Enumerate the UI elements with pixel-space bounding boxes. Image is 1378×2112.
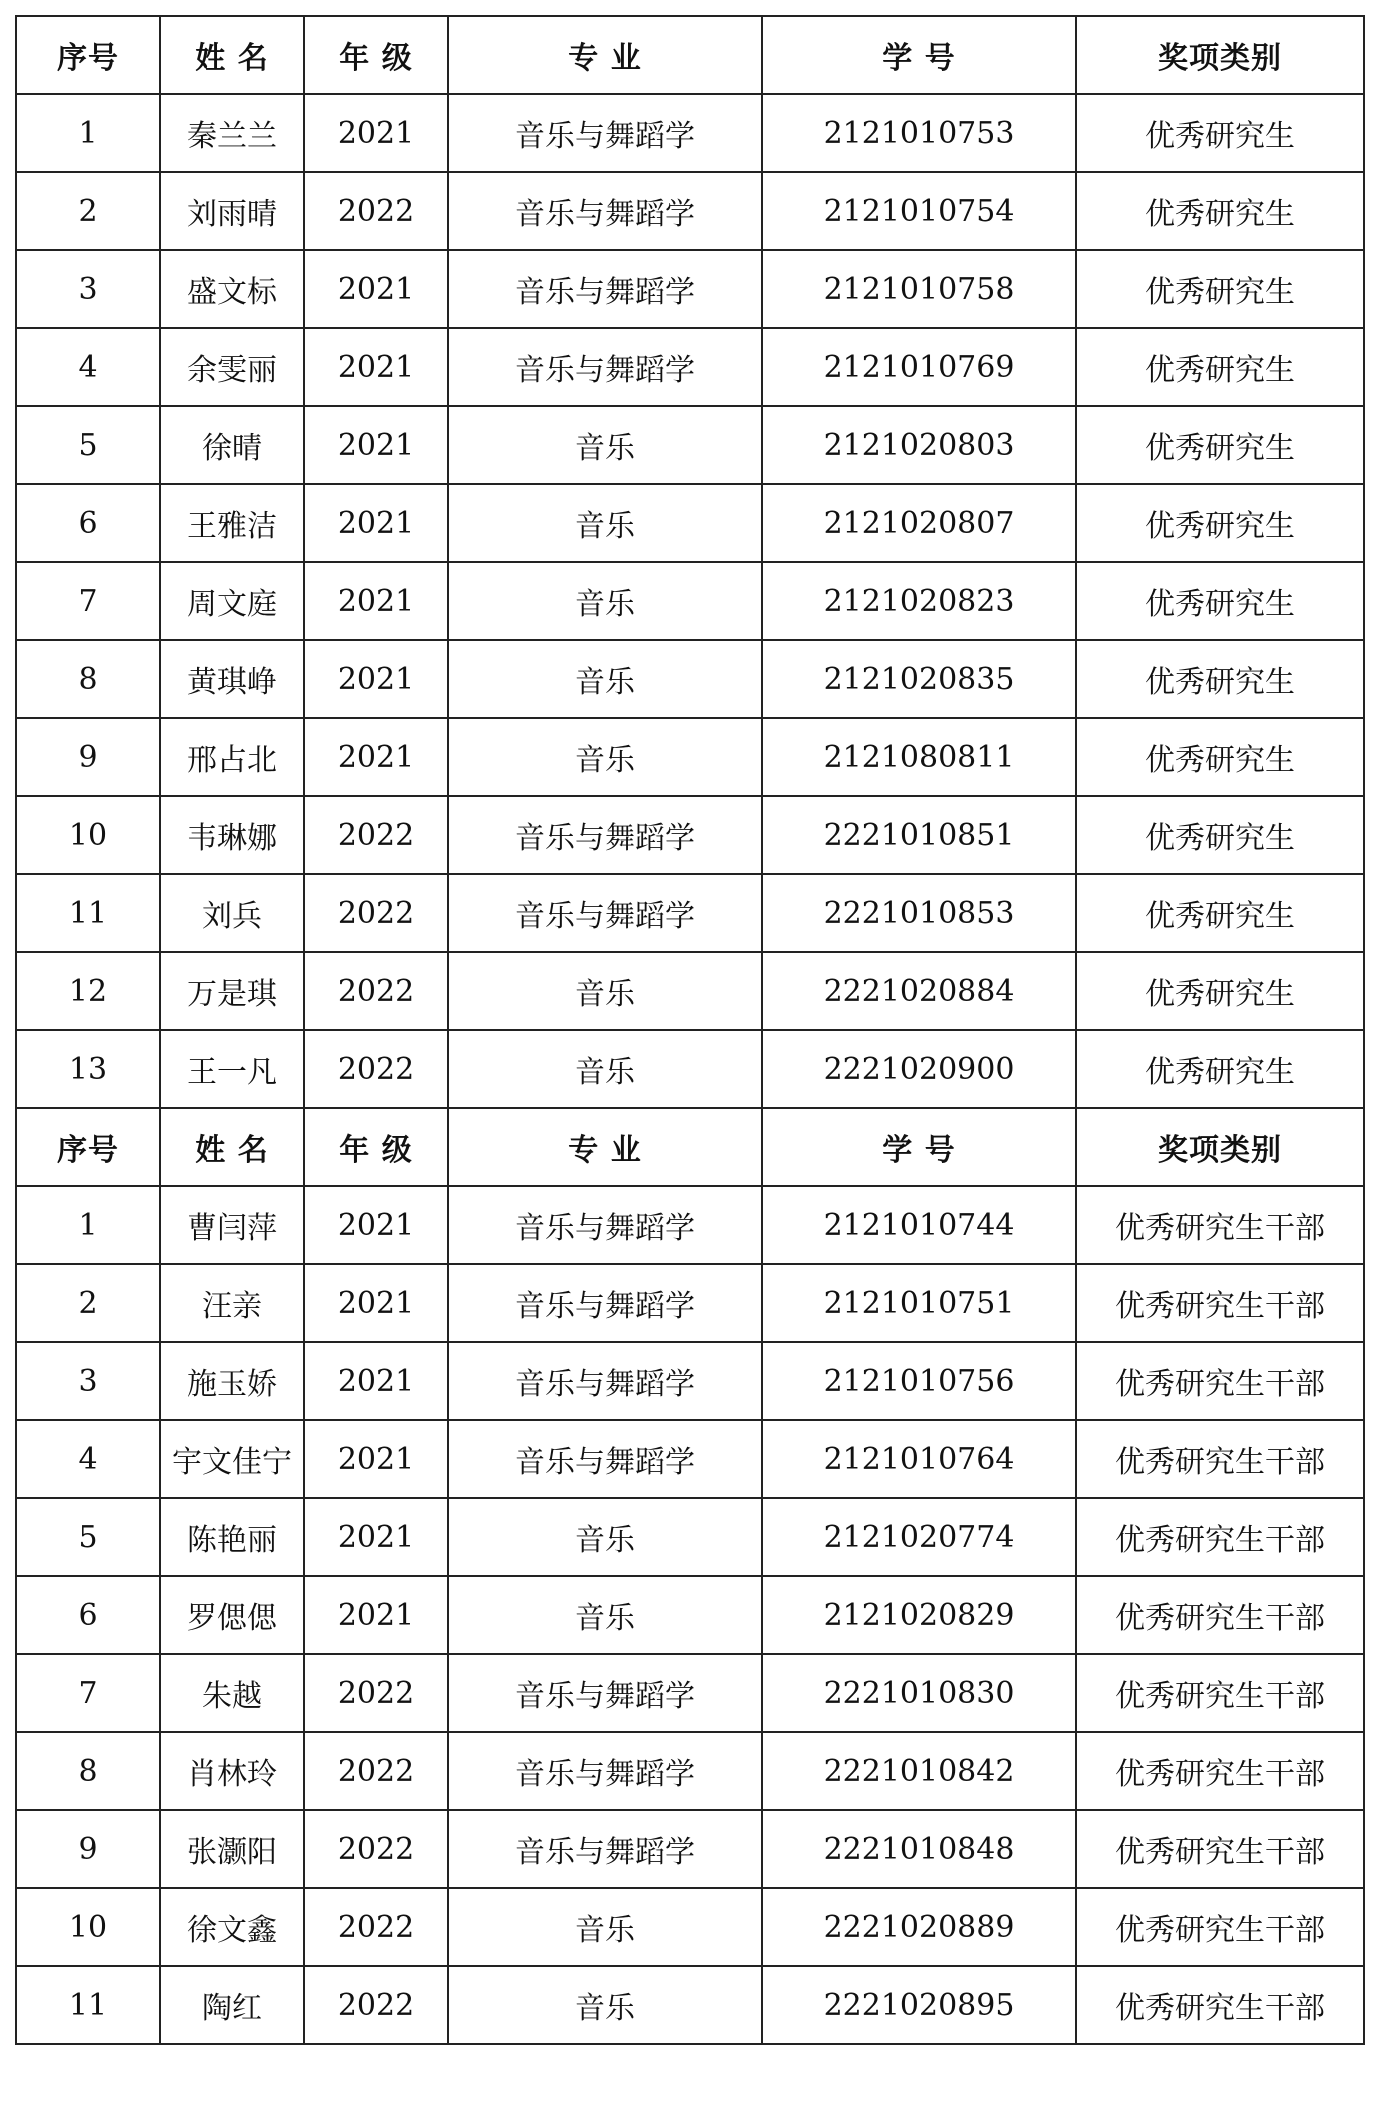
grade-cell: 2022 <box>304 796 448 874</box>
serial-cell: 2 <box>16 172 160 250</box>
serial-cell: 10 <box>16 1888 160 1966</box>
name-cell: 邢占北 <box>160 718 304 796</box>
grade-cell: 2021 <box>304 406 448 484</box>
table-row <box>16 1888 1364 1966</box>
serial-cell: 9 <box>16 718 160 796</box>
major-cell: 音乐 <box>448 406 762 484</box>
student-id-cell: 2121010764 <box>762 1420 1076 1498</box>
name-cell: 徐晴 <box>160 406 304 484</box>
student-id-cell: 2121010769 <box>762 328 1076 406</box>
award-type-cell: 优秀研究生干部 <box>1076 1342 1364 1420</box>
grade-cell: 2021 <box>304 94 448 172</box>
name-cell: 张灏阳 <box>160 1810 304 1888</box>
table-row <box>16 640 1364 718</box>
table-row <box>16 250 1364 328</box>
table-row <box>16 718 1364 796</box>
major-cell: 音乐与舞蹈学 <box>448 1420 762 1498</box>
student-id-cell: 2121010756 <box>762 1342 1076 1420</box>
name-cell: 罗偲偲 <box>160 1576 304 1654</box>
major-cell: 音乐与舞蹈学 <box>448 1186 762 1264</box>
student-id-cell: 2121020803 <box>762 406 1076 484</box>
student-id-cell: 2121020835 <box>762 640 1076 718</box>
serial-cell: 4 <box>16 1420 160 1498</box>
table-row <box>16 1420 1364 1498</box>
name-cell: 施玉娇 <box>160 1342 304 1420</box>
name-cell: 万是琪 <box>160 952 304 1030</box>
major-cell: 音乐与舞蹈学 <box>448 172 762 250</box>
table-row <box>16 172 1364 250</box>
table-row <box>16 1810 1364 1888</box>
grade-cell: 2021 <box>304 484 448 562</box>
serial-cell: 9 <box>16 1810 160 1888</box>
serial-cell: 10 <box>16 796 160 874</box>
grade-cell: 2022 <box>304 1654 448 1732</box>
table-row <box>16 1342 1364 1420</box>
name-cell: 盛文标 <box>160 250 304 328</box>
major-cell: 音乐与舞蹈学 <box>448 328 762 406</box>
award-type-cell: 优秀研究生 <box>1076 562 1364 640</box>
major-header: 专 业 <box>448 1108 762 1186</box>
serial-cell: 5 <box>16 406 160 484</box>
award-type-cell: 优秀研究生干部 <box>1076 1732 1364 1810</box>
major-cell: 音乐与舞蹈学 <box>448 1732 762 1810</box>
student-id-cell: 2221010830 <box>762 1654 1076 1732</box>
serial-cell: 8 <box>16 1732 160 1810</box>
student-id-cell: 2221010842 <box>762 1732 1076 1810</box>
grade-cell: 2021 <box>304 718 448 796</box>
award-type-cell: 优秀研究生干部 <box>1076 1888 1364 1966</box>
award-list-sheet <box>15 15 1363 2045</box>
name-cell: 曹闫萍 <box>160 1186 304 1264</box>
student-id-cell: 2221010848 <box>762 1810 1076 1888</box>
grade-header: 年 级 <box>304 1108 448 1186</box>
serial-cell: 13 <box>16 1030 160 1108</box>
award-type-cell: 优秀研究生干部 <box>1076 1498 1364 1576</box>
name-cell: 汪亲 <box>160 1264 304 1342</box>
student-id-header: 学 号 <box>762 1108 1076 1186</box>
table-row <box>16 1732 1364 1810</box>
major-cell: 音乐 <box>448 952 762 1030</box>
serial-cell: 12 <box>16 952 160 1030</box>
grade-cell: 2022 <box>304 172 448 250</box>
header-row <box>16 1108 1364 1186</box>
table-row <box>16 1186 1364 1264</box>
grade-cell: 2021 <box>304 1342 448 1420</box>
major-cell: 音乐 <box>448 484 762 562</box>
header-row <box>16 16 1364 94</box>
award-type-cell: 优秀研究生 <box>1076 250 1364 328</box>
major-header: 专 业 <box>448 16 762 94</box>
major-cell: 音乐 <box>448 1498 762 1576</box>
table-row <box>16 952 1364 1030</box>
award-table <box>15 15 1365 2045</box>
name-cell: 陶红 <box>160 1966 304 2044</box>
grade-cell: 2022 <box>304 1966 448 2044</box>
serial-cell: 3 <box>16 1342 160 1420</box>
grade-cell: 2021 <box>304 1576 448 1654</box>
grade-cell: 2021 <box>304 562 448 640</box>
serial-cell: 5 <box>16 1498 160 1576</box>
award-type-cell: 优秀研究生 <box>1076 328 1364 406</box>
student-id-cell: 2221020900 <box>762 1030 1076 1108</box>
major-cell: 音乐与舞蹈学 <box>448 250 762 328</box>
serial-cell: 11 <box>16 874 160 952</box>
major-cell: 音乐 <box>448 640 762 718</box>
grade-cell: 2021 <box>304 1498 448 1576</box>
table-row <box>16 796 1364 874</box>
name-cell: 黄琪峥 <box>160 640 304 718</box>
grade-cell: 2022 <box>304 874 448 952</box>
major-cell: 音乐 <box>448 1966 762 2044</box>
student-id-cell: 2221020895 <box>762 1966 1076 2044</box>
name-cell: 朱越 <box>160 1654 304 1732</box>
student-id-cell: 2121020829 <box>762 1576 1076 1654</box>
award-type-cell: 优秀研究生 <box>1076 94 1364 172</box>
major-cell: 音乐与舞蹈学 <box>448 1264 762 1342</box>
serial-cell: 7 <box>16 562 160 640</box>
grade-cell: 2022 <box>304 1030 448 1108</box>
award-type-cell: 优秀研究生干部 <box>1076 1420 1364 1498</box>
name-header: 姓 名 <box>160 1108 304 1186</box>
student-id-cell: 2221020889 <box>762 1888 1076 1966</box>
major-cell: 音乐与舞蹈学 <box>448 874 762 952</box>
grade-cell: 2022 <box>304 952 448 1030</box>
grade-cell: 2021 <box>304 1420 448 1498</box>
name-cell: 余雯丽 <box>160 328 304 406</box>
grade-cell: 2021 <box>304 328 448 406</box>
name-cell: 韦琳娜 <box>160 796 304 874</box>
award-type-cell: 优秀研究生 <box>1076 952 1364 1030</box>
award-type-cell: 优秀研究生 <box>1076 718 1364 796</box>
serial-header: 序号 <box>16 1108 160 1186</box>
student-id-cell: 2121010758 <box>762 250 1076 328</box>
student-id-header: 学 号 <box>762 16 1076 94</box>
award-type-cell: 优秀研究生 <box>1076 640 1364 718</box>
student-id-cell: 2121020823 <box>762 562 1076 640</box>
serial-cell: 4 <box>16 328 160 406</box>
name-cell: 宇文佳宁 <box>160 1420 304 1498</box>
serial-cell: 11 <box>16 1966 160 2044</box>
name-cell: 刘兵 <box>160 874 304 952</box>
student-id-cell: 2121010754 <box>762 172 1076 250</box>
award-type-cell: 优秀研究生干部 <box>1076 1966 1364 2044</box>
serial-cell: 6 <box>16 484 160 562</box>
student-id-cell: 2121010744 <box>762 1186 1076 1264</box>
grade-cell: 2021 <box>304 1264 448 1342</box>
table-row <box>16 1030 1364 1108</box>
grade-cell: 2021 <box>304 640 448 718</box>
table-row <box>16 1498 1364 1576</box>
major-cell: 音乐 <box>448 1576 762 1654</box>
major-cell: 音乐与舞蹈学 <box>448 1810 762 1888</box>
major-cell: 音乐与舞蹈学 <box>448 1342 762 1420</box>
serial-cell: 7 <box>16 1654 160 1732</box>
name-cell: 王一凡 <box>160 1030 304 1108</box>
name-cell: 陈艳丽 <box>160 1498 304 1576</box>
student-id-cell: 2121020774 <box>762 1498 1076 1576</box>
table-row <box>16 874 1364 952</box>
name-header: 姓 名 <box>160 16 304 94</box>
award-type-cell: 优秀研究生干部 <box>1076 1576 1364 1654</box>
award-type-header: 奖项类别 <box>1076 1108 1364 1186</box>
major-cell: 音乐 <box>448 562 762 640</box>
table-row <box>16 1264 1364 1342</box>
award-type-header: 奖项类别 <box>1076 16 1364 94</box>
award-type-cell: 优秀研究生干部 <box>1076 1186 1364 1264</box>
grade-cell: 2022 <box>304 1732 448 1810</box>
student-id-cell: 2121020807 <box>762 484 1076 562</box>
name-cell: 王雅洁 <box>160 484 304 562</box>
table-row <box>16 328 1364 406</box>
major-cell: 音乐 <box>448 718 762 796</box>
award-type-cell: 优秀研究生干部 <box>1076 1264 1364 1342</box>
name-cell: 肖林玲 <box>160 1732 304 1810</box>
serial-header: 序号 <box>16 16 160 94</box>
name-cell: 周文庭 <box>160 562 304 640</box>
serial-cell: 1 <box>16 94 160 172</box>
student-id-cell: 2121080811 <box>762 718 1076 796</box>
table-row <box>16 406 1364 484</box>
student-id-cell: 2221020884 <box>762 952 1076 1030</box>
award-type-cell: 优秀研究生 <box>1076 406 1364 484</box>
name-cell: 徐文鑫 <box>160 1888 304 1966</box>
table-row <box>16 1576 1364 1654</box>
award-table-body <box>16 16 1364 2044</box>
name-cell: 刘雨晴 <box>160 172 304 250</box>
award-type-cell: 优秀研究生 <box>1076 796 1364 874</box>
serial-cell: 3 <box>16 250 160 328</box>
student-id-cell: 2121010753 <box>762 94 1076 172</box>
student-id-cell: 2121010751 <box>762 1264 1076 1342</box>
table-row <box>16 1966 1364 2044</box>
major-cell: 音乐与舞蹈学 <box>448 1654 762 1732</box>
grade-cell: 2022 <box>304 1810 448 1888</box>
major-cell: 音乐 <box>448 1030 762 1108</box>
student-id-cell: 2221010851 <box>762 796 1076 874</box>
serial-cell: 2 <box>16 1264 160 1342</box>
award-type-cell: 优秀研究生 <box>1076 874 1364 952</box>
major-cell: 音乐与舞蹈学 <box>448 796 762 874</box>
student-id-cell: 2221010853 <box>762 874 1076 952</box>
major-cell: 音乐 <box>448 1888 762 1966</box>
grade-cell: 2022 <box>304 1888 448 1966</box>
serial-cell: 8 <box>16 640 160 718</box>
serial-cell: 6 <box>16 1576 160 1654</box>
table-row <box>16 94 1364 172</box>
grade-cell: 2021 <box>304 1186 448 1264</box>
award-type-cell: 优秀研究生干部 <box>1076 1654 1364 1732</box>
grade-header: 年 级 <box>304 16 448 94</box>
award-type-cell: 优秀研究生 <box>1076 1030 1364 1108</box>
award-type-cell: 优秀研究生 <box>1076 172 1364 250</box>
table-row <box>16 1654 1364 1732</box>
award-type-cell: 优秀研究生干部 <box>1076 1810 1364 1888</box>
grade-cell: 2021 <box>304 250 448 328</box>
serial-cell: 1 <box>16 1186 160 1264</box>
name-cell: 秦兰兰 <box>160 94 304 172</box>
table-row <box>16 484 1364 562</box>
award-type-cell: 优秀研究生 <box>1076 484 1364 562</box>
table-row <box>16 562 1364 640</box>
major-cell: 音乐与舞蹈学 <box>448 94 762 172</box>
